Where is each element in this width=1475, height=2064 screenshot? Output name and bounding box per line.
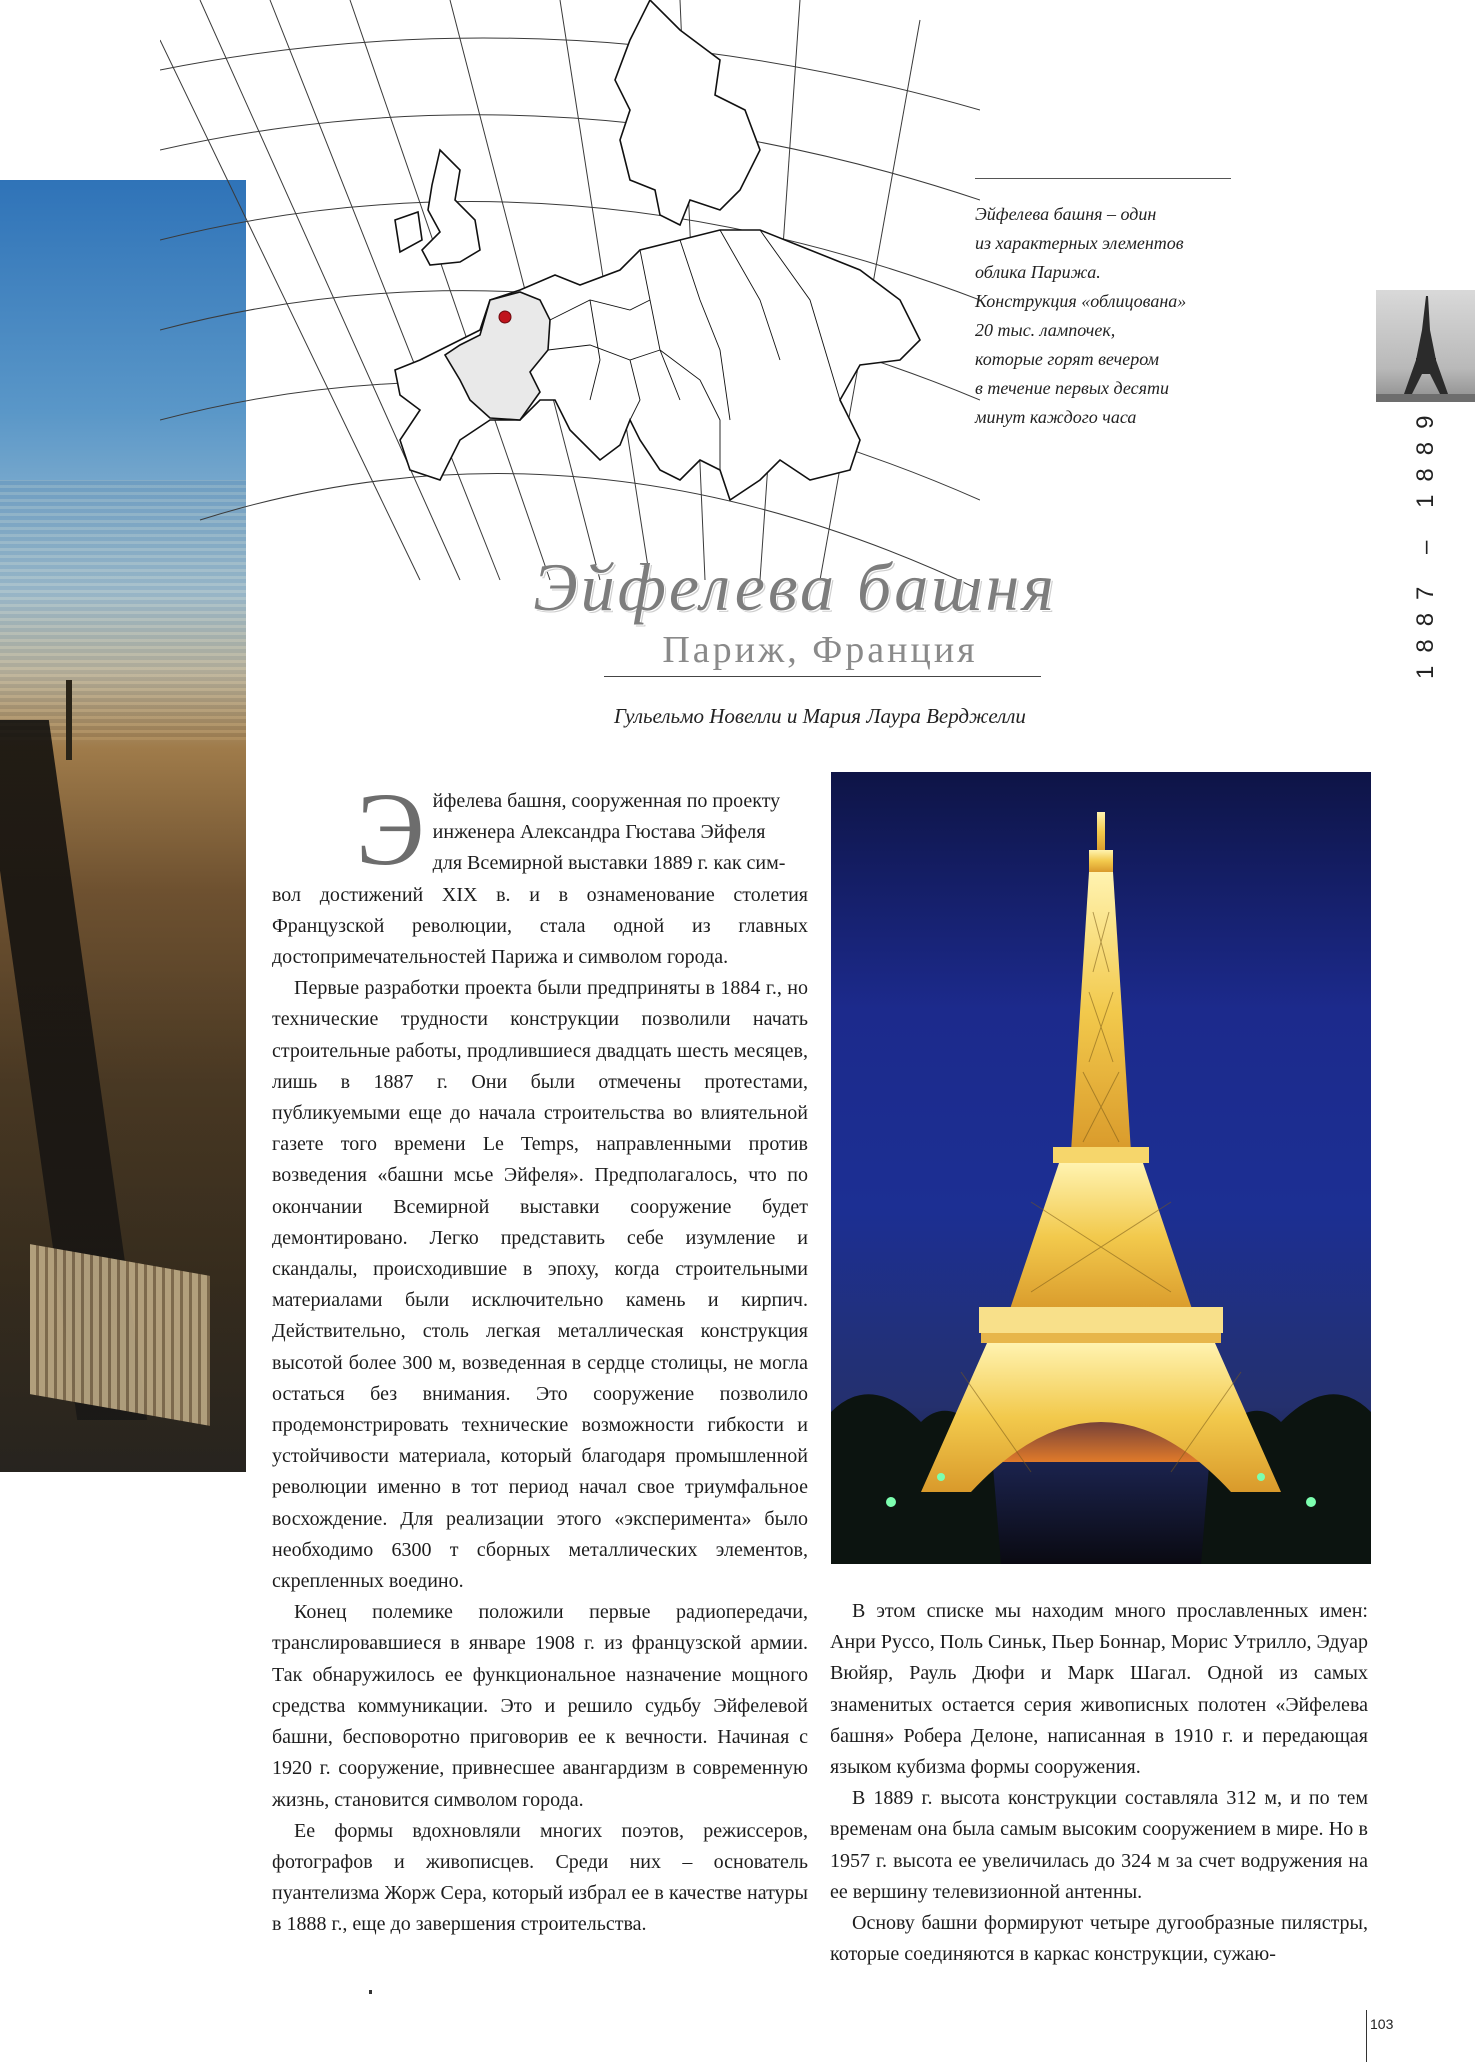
paragraph: вол достижений XIX в. и в ознаменование столетия Французской революции, стала одной из главных достопримечательностей Парижа и символом города. xyxy=(272,883,808,969)
article-left-column xyxy=(272,772,808,1941)
eiffel-tower-icon xyxy=(1376,290,1475,402)
caption-line: облика Парижа. xyxy=(975,262,1101,282)
paragraph: Первые разработки проекта были предприняты в 1884 г., но технические трудности конструкции позволили начать строительные работы, продлившиеся двадцать шесть месяцев, лишь в 1887 г. Они были отмечены протестами, публикуемыми еще до начала строительства во влиятельной газете того времени Le Temps, направленными против возведения «башни мсье Эйфеля». Предполагалось, что по окончании Всемирной выставки сооружение будет демонтировано. Легко представить себе изумление и скандалы, происходившие в эпоху, когда строительными материалами были исключительно камень и кирпич. Действительно, столь легкая металлическая конструкция высотой более 300 м, возведенная в сердце столицы, не могла остаться без внимания. Это сооружение позволило продемонстрировать технические возможности гибкости и устойчивости материала, который благодаря промышленной революции именно в тот период начал свое триумфальное восхождение. Для реализации этого «эксперимента» было необходимо 6300 т сборных металлических элементов, скрепленных воедино. xyxy=(272,977,808,1593)
paris-marker xyxy=(499,311,511,323)
intro-block xyxy=(272,772,808,887)
caption-line: минут каждого часа xyxy=(975,407,1137,427)
paragraph: В 1889 г. высота конструкции составляла 312 м, и по тем временам она была самым высоким сооружением в мире. Но в 1957 г. высота ее увеличилась до 324 м за счет водружения на ее вершину телевизионной антенны. xyxy=(830,1787,1368,1903)
page-number: 103 xyxy=(1370,2016,1394,2032)
intro-line: для Всемирной выставки 1889 г. как сим- xyxy=(432,852,786,875)
print-mark xyxy=(369,1990,372,1994)
tower-silhouette xyxy=(66,680,72,760)
caption-line: Конструкция «облицована» xyxy=(975,291,1187,311)
intro-line: инженера Александра Гюстава Эйфеля xyxy=(432,821,766,844)
years-label: 1887 – 1889 xyxy=(1412,402,1439,680)
paragraph: Основу башни формируют четыре дугообразные пилястры, которые соединяются в каркас конструкции, сужаю- xyxy=(830,1912,1368,1966)
intro-line: йфелева башня, сооруженная по проекту xyxy=(432,790,781,812)
europe-map xyxy=(160,0,980,590)
page-title: Эйфелева башня xyxy=(533,549,1057,625)
caption-line: из характерных элементов xyxy=(975,233,1184,253)
page-number-rule xyxy=(1366,2010,1367,2062)
article-right-column xyxy=(830,1596,1368,1970)
tower-thumbnail xyxy=(1376,290,1475,402)
caption-line: которые горят вечером xyxy=(975,349,1160,369)
eiffel-tower-night-photo xyxy=(831,772,1371,1564)
page-subtitle: Париж, Франция xyxy=(662,629,978,671)
paragraph: Ее формы вдохновляли многих поэтов, режиссеров, фотографов и живописцев. Среди них – основатель пуантелизма Жорж Сера, который избрал ее в качестве натуры в 1888 г., еще до завершения строительства. xyxy=(272,1819,808,1936)
drop-cap: Э xyxy=(356,772,425,887)
subtitle-rule xyxy=(604,676,1041,677)
caption-rule xyxy=(975,178,1231,179)
paragraph: В этом списке мы находим много прославленных имен: Анри Руссо, Поль Синьк, Пьер Боннар, Морис Утрилло, Эдуар Вюйяр, Рауль Дюфи и Марк Шагал. Одной из самых знаменитых остается серия живописных полотен «Эйфелева башня» Робера Делоне, написанная в 1910 г. и передающая языком кубизма формы сооружения. xyxy=(830,1600,1368,1779)
building-block xyxy=(30,1244,210,1426)
caption-line: в течение первых десяти xyxy=(975,378,1169,398)
photo-caption xyxy=(975,200,1230,432)
paragraph: Конец полемике положили первые радиопередачи, транслировавшиеся в январе 1908 г. из французской армии. Так обнаружилось ее функциональное назначение мощного средства коммуникации. Это и решило судьбу Эйфелевой башни, бесповоротно приговорив ее к вечности. Начиная с 1920 г. сооружение, привнесшее авангардизм в современную жизнь, становится символом города. xyxy=(272,1601,808,1811)
eiffel-tower-illustration xyxy=(831,772,1371,1564)
caption-line: Эйфелева башня – один xyxy=(975,204,1157,224)
caption-line: 20 тыс. лампочек, xyxy=(975,320,1116,340)
authors-line: Гульельмо Новелли и Мария Лаура Верджелли xyxy=(614,704,1026,728)
